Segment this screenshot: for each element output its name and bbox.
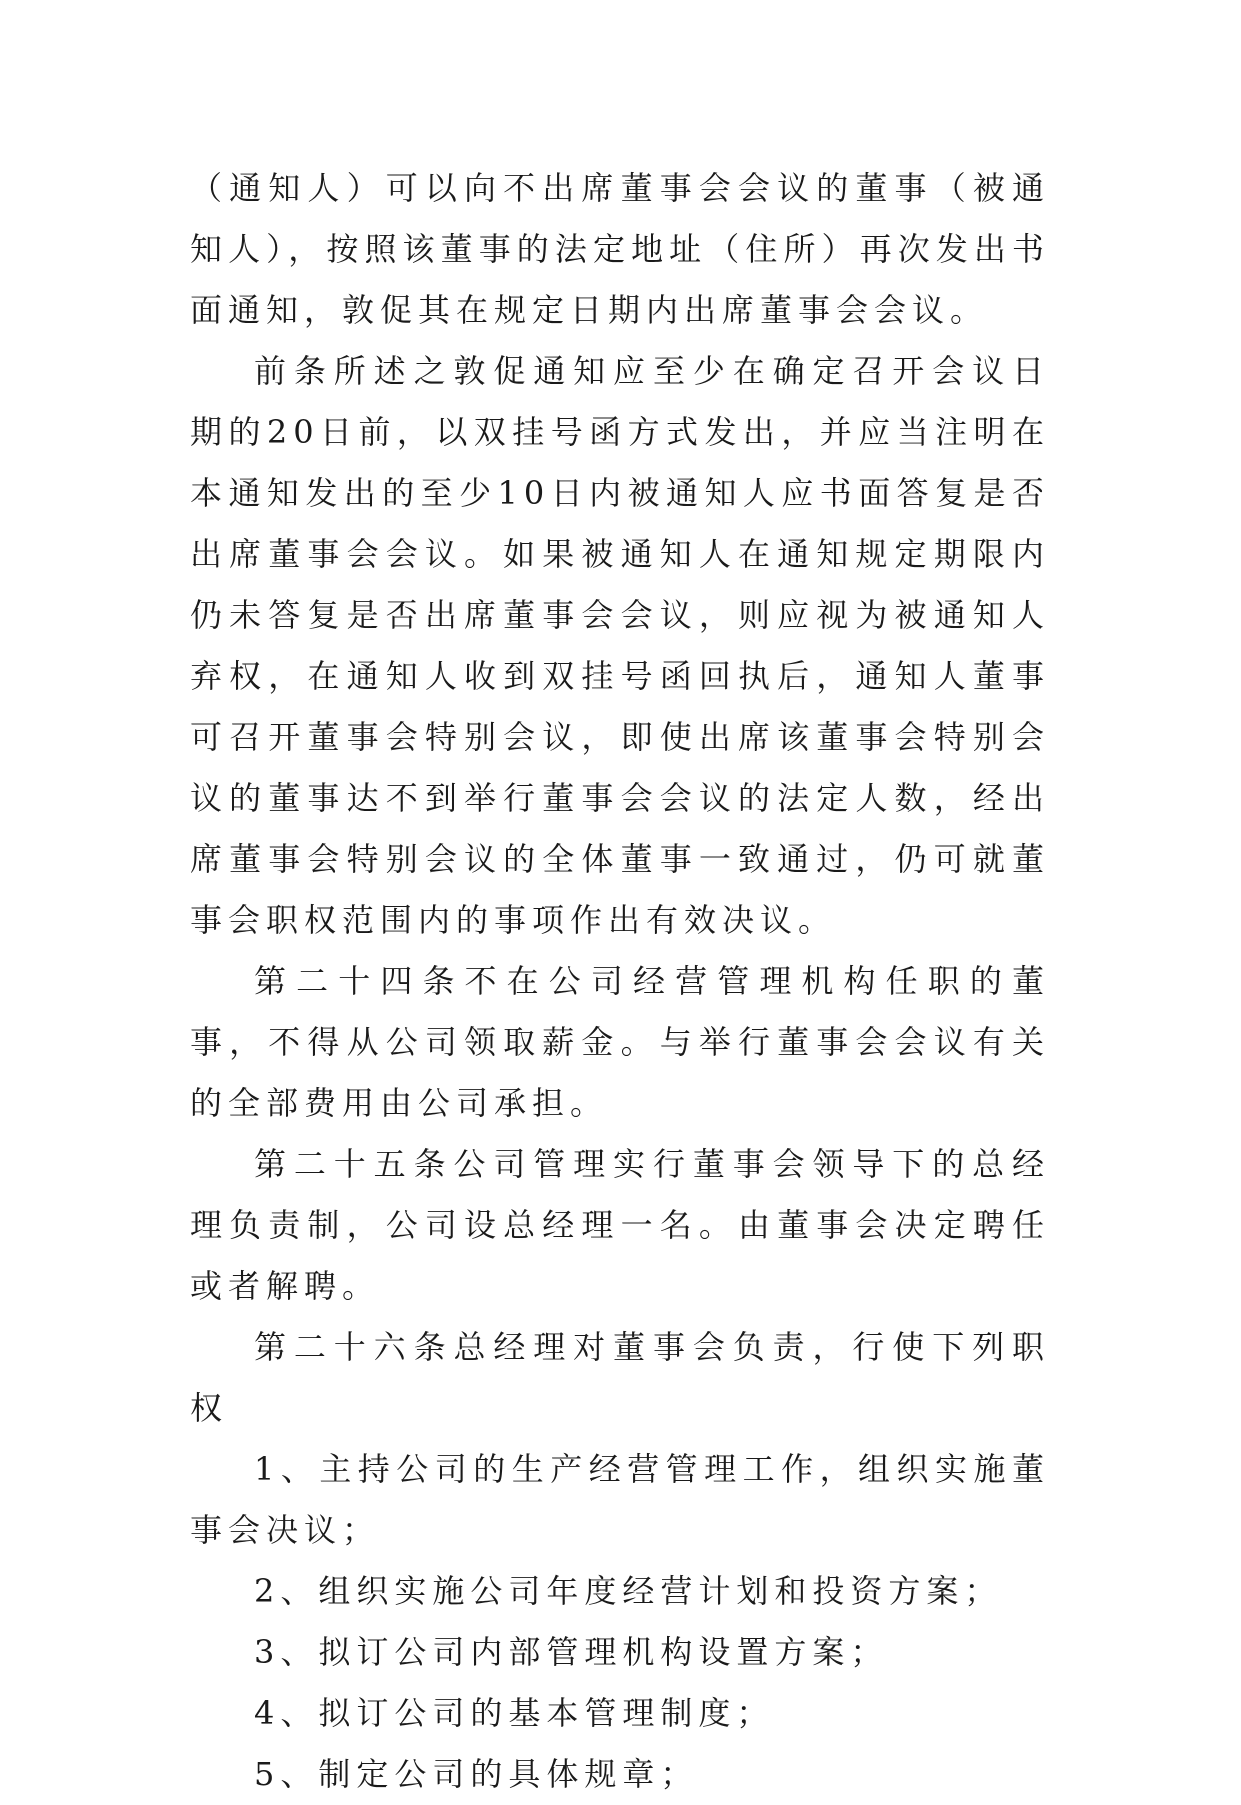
- list-item-3: 3、拟订公司内部管理机构设置方案；: [254, 1633, 889, 1671]
- paragraph-article-26: 第二十六条总经理对董事会负责，行使下列职权: [190, 1328, 1050, 1427]
- paragraph-notice-continuation: （通知人）可以向不出席董事会会议的董事（被通知人），按照该董事的法定地址（住所）再次发出书面通知，敦促其在规定日期内出席董事会会议。: [190, 169, 1050, 329]
- list-item-1: 1、主持公司的生产经营管理工作，组织实施董事会决议；: [190, 1450, 1050, 1549]
- paragraph-article-24: 第二十四条不在公司经营管理机构任职的董事，不得从公司领取薪金。与举行董事会会议有关的全部费用由公司承担。: [190, 962, 1050, 1122]
- paragraph-article-25: 第二十五条公司管理实行董事会领导下的总经理负责制，公司设总经理一名。由董事会决定聘任或者解聘。: [190, 1145, 1050, 1305]
- document-body: [190, 158, 1050, 1805]
- list-item-4: 4、拟订公司的基本管理制度；: [254, 1694, 775, 1732]
- list-item-2: 2、组织实施公司年度经营计划和投资方案；: [254, 1572, 1003, 1610]
- list-item-5: 5、制定公司的具体规章；: [254, 1755, 699, 1793]
- paragraph-urging-notice: 前条所述之敦促通知应至少在确定召开会议日期的20日前，以双挂号函方式发出，并应当注明在本通知发出的至少10日内被通知人应书面答复是否出席董事会会议。如果被通知人在通知规定期限内仍未答复是否出席董事会会议，则应视为被通知人弃权，在通知人收到双挂号函回执后，通知人董事可召开董事会特别会议，即使出席该董事会特别会议的董事达不到举行董事会会议的法定人数，经出席董事会特别会议的全体董事一致通过，仍可就董事会职权范围内的事项作出有效决议。: [190, 352, 1050, 939]
